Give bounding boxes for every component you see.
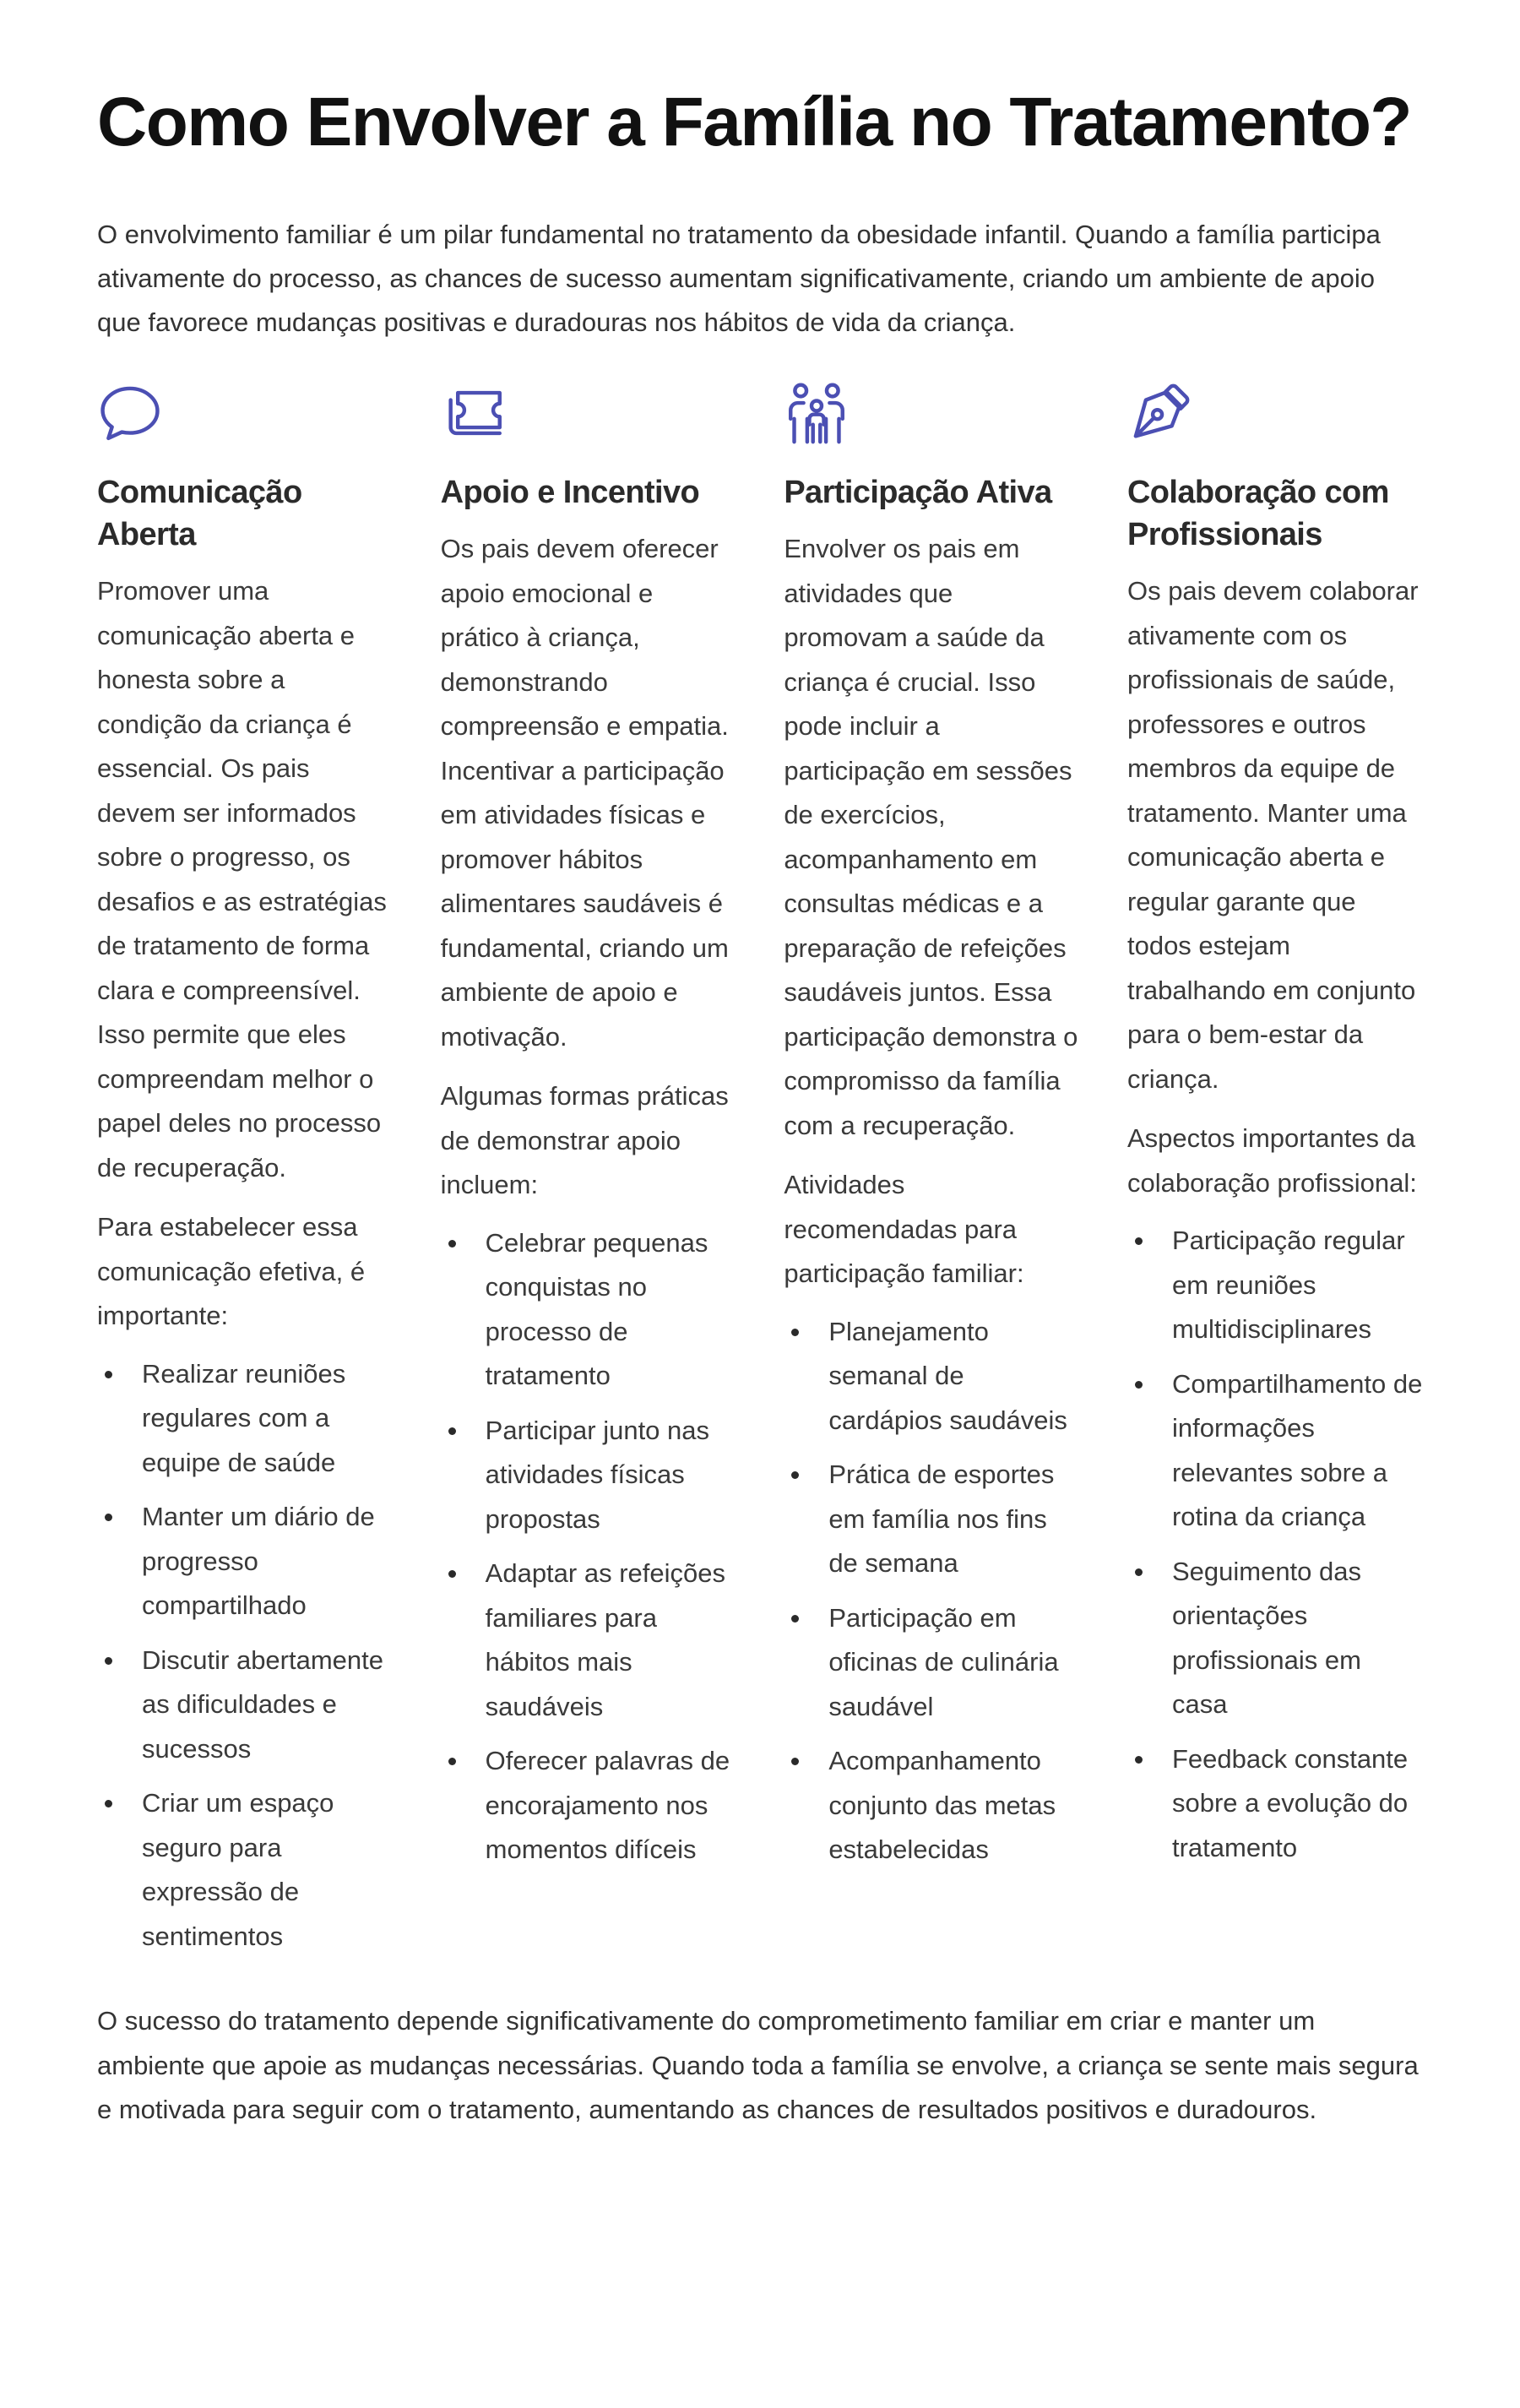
list-item: Acompanhamento conjunto das metas estabelecidas bbox=[784, 1739, 1079, 1873]
column-comunicacao bbox=[97, 378, 393, 1969]
list-item: Feedback constante sobre a evolução do tratamento bbox=[1127, 1737, 1423, 1871]
column-lead: Atividades recomendadas para participação familiar: bbox=[784, 1170, 1024, 1289]
list-item: Celebrar pequenas conquistas no processo de tratamento bbox=[441, 1221, 736, 1399]
bullet-list bbox=[1127, 1219, 1423, 1880]
bullet-list bbox=[784, 1310, 1079, 1883]
column-lead: Aspectos importantes da colaboração profissional: bbox=[1126, 1123, 1417, 1198]
pen-nib-icon bbox=[1126, 378, 1195, 448]
list-item: Adaptar as refeições familiares para hábitos mais saudáveis bbox=[441, 1552, 736, 1729]
list-item: Participação regular em reuniões multidisciplinares bbox=[1127, 1219, 1423, 1352]
bullet-list bbox=[441, 1221, 736, 1883]
column-body: Promover uma comunicação aberta e honesta sobre a condição da criança é essencial. Os pais devem ser informados sobre o progresso, os desafios e as estratégias de tratamento de forma clara e compreensível. Isso permite que eles compreendam melhor o papel deles no processo de recuperação. bbox=[97, 576, 387, 1182]
list-item: Planejamento semanal de cardápios saudáveis bbox=[784, 1310, 1079, 1443]
list-item: Manter um diário de progresso compartilhado bbox=[97, 1495, 393, 1628]
bullet-list bbox=[97, 1352, 393, 1970]
column-lead: Algumas formas práticas de demonstrar apoio incluem: bbox=[440, 1081, 729, 1200]
columns bbox=[97, 378, 1423, 1969]
ticket-icon bbox=[439, 378, 508, 448]
column-colaboracao bbox=[1127, 378, 1423, 1969]
column-lead: Para estabelecer essa comunicação efetiva, é importante: bbox=[97, 1212, 366, 1331]
list-item: Seguimento das orientações profissionais em casa bbox=[1127, 1550, 1423, 1727]
column-heading: Colaboração com Profissionais bbox=[1126, 475, 1389, 553]
column-heading: Comunicação Aberta bbox=[97, 475, 302, 553]
column-body: Envolver os pais em atividades que promovam a saúde da criança é crucial. Isso pode incluir a participação em sessões de exercícios, acompanhamento em consultas médicas e a preparação de refeições saudáveis juntos. Essa participação demonstra o compromisso da família com a recuperação. bbox=[784, 534, 1078, 1140]
document bbox=[97, 84, 1423, 2133]
list-item: Discutir abertamente as dificuldades e sucessos bbox=[97, 1639, 393, 1772]
column-apoio bbox=[441, 378, 736, 1969]
list-item: Realizar reuniões regulares com a equipe de saúde bbox=[97, 1352, 393, 1486]
list-item: Compartilhamento de informações relevantes sobre a rotina da criança bbox=[1127, 1362, 1423, 1540]
list-item: Prática de esportes em família nos fins de semana bbox=[784, 1453, 1079, 1586]
conclusion-paragraph: O sucesso do tratamento depende significativamente do comprometimento familiar em criar e manter um ambiente que apoie as mudanças necessárias. Quando toda a família se envolve, a criança se sente mais segura e motivada para seguir com o tratamento, aumentando as chances de resultados positivos e duradouros. bbox=[97, 2006, 1419, 2125]
list-item: Participar junto nas atividades físicas propostas bbox=[441, 1409, 736, 1542]
column-participacao bbox=[784, 378, 1079, 1969]
list-item: Criar um espaço seguro para expressão de sentimentos bbox=[97, 1781, 393, 1959]
column-heading: Apoio e Incentivo bbox=[440, 475, 700, 511]
column-body: Os pais devem colaborar ativamente com os profissionais de saúde, professores e outros membros da equipe de tratamento. Manter uma comunicação aberta e regular garante que todos estejam trabalhando em conjunto para o bem-estar da criança. bbox=[1126, 576, 1419, 1094]
chat-bubble-icon bbox=[95, 378, 165, 448]
column-body: Os pais devem oferecer apoio emocional e prático à criança, demonstrando compreensão e empatia. Incentivar a participação em atividades físicas e promover hábitos alimentares saudáveis é fundamental, criando um ambiente de apoio e motivação. bbox=[440, 534, 729, 1052]
family-icon bbox=[782, 378, 851, 448]
intro-paragraph: O envolvimento familiar é um pilar fundamental no tratamento da obesidade infantil. Quando a família participa ativamente do processo, as chances de sucesso aumentam significativamente, criando um ambiente de apoio que favorece mudanças positivas e duradouras nos hábitos de vida da criança. bbox=[97, 220, 1381, 338]
column-heading: Participação Ativa bbox=[784, 475, 1052, 511]
list-item: Oferecer palavras de encorajamento nos momentos difíceis bbox=[441, 1739, 736, 1873]
list-item: Participação em oficinas de culinária saudável bbox=[784, 1596, 1079, 1730]
page-title: Como Envolver a Família no Tratamento? bbox=[97, 84, 1412, 160]
